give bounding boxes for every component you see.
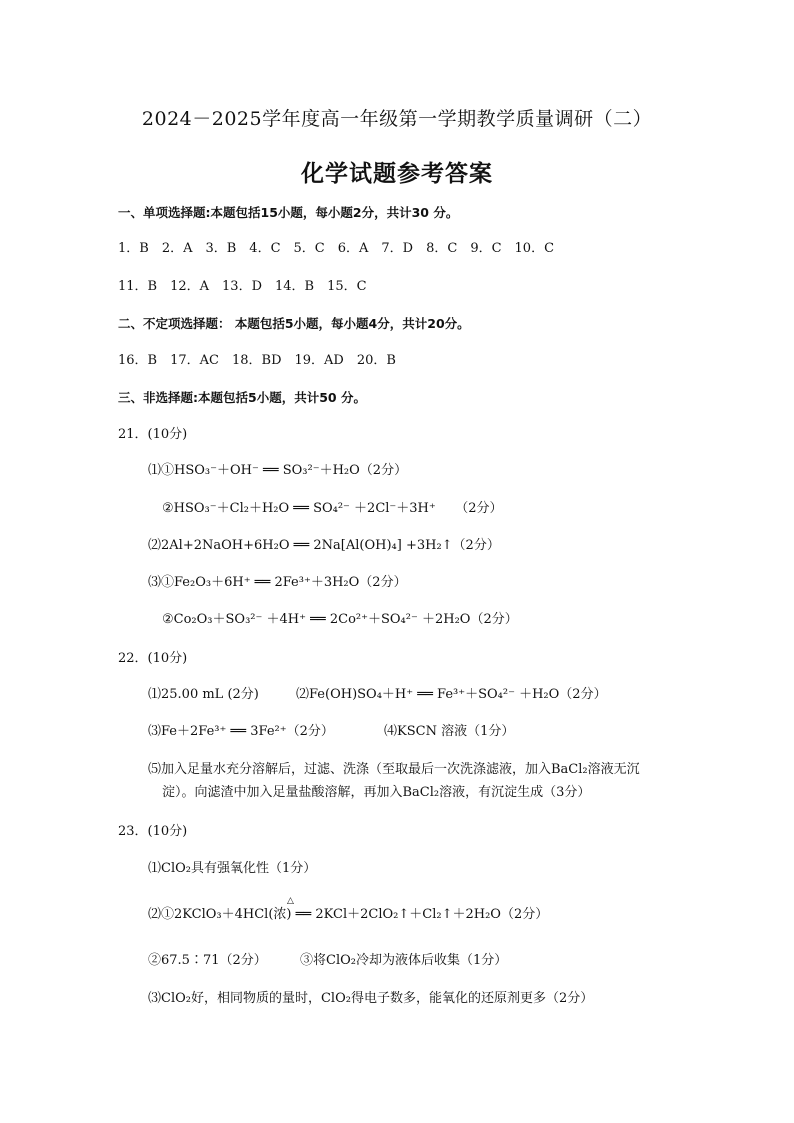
q23-answer-2-1: ⑵①2KClO₃＋4HCl(浓) ══ 2KCl＋2ClO₂↑＋Cl₂↑＋2H₂O（2分） <box>148 907 549 922</box>
section1-answers-row2: 11．B 12．A 13．D 14．B 15．C <box>118 279 367 294</box>
q22-answer-3: ⑶Fe＋2Fe³⁺ ══ 3Fe²⁺（2分） <box>148 724 334 739</box>
q22-answer-2: ⑵Fe(OH)SO₄＋H⁺ ══ Fe³⁺＋SO₄²⁻ ＋H₂O（2分） <box>296 687 607 702</box>
exam-title: 2024－2025学年度高一年级第一学期教学质量调研（二） <box>141 108 653 130</box>
section2-heading: 二、不定项选择题： 本题包括5小题，每小题4分，共计20分。 <box>118 316 470 331</box>
section3-heading: 三、非选择题:本题包括5小题，共计50 分。 <box>118 390 366 405</box>
answer-key-title: 化学试题参考答案 <box>301 160 493 187</box>
section1-heading: 一、单项选择题:本题包括15小题，每小题2分，共计30 分。 <box>118 205 459 220</box>
q23-answer-1: ⑴ClO₂具有强氧化性（1分） <box>148 861 317 876</box>
q21-answer-1-2: ②HSO₃⁻＋Cl₂＋H₂O ══ SO₄²⁻ ＋2Cl⁻＋3H⁺ （2分） <box>162 501 503 516</box>
q22-answer-5-line1: ⑸加入足量水充分溶解后，过滤、洗涤（至取最后一次洗涤滤液，加入BaCl₂溶液无沉 <box>148 762 640 777</box>
section2-answers-row1: 16．B 17．AC 18．BD 19．AD 20．B <box>118 353 396 368</box>
q21-answer-2: ⑵2Al+2NaOH+6H₂O ══ 2Na[Al(OH)₄] +3H₂↑（2分） <box>148 538 500 553</box>
heating-condition-mark: △ <box>287 896 294 906</box>
q21-answer-3-2: ②Co₂O₃＋SO₃²⁻ ＋4H⁺ ══ 2Co²⁺＋SO₄²⁻ ＋2H₂O（2分） <box>162 612 518 627</box>
q23-answer-2-2: ②67.5∶71（2分） <box>148 953 267 968</box>
q23-answer-3: ⑶ClO₂好，相同物质的量时，ClO₂得电子数多，能氧化的还原剂更多（2分） <box>148 991 594 1006</box>
q22-answer-4: ⑷KSCN 溶液（1分） <box>384 724 515 739</box>
section1-answers-row1: 1．B 2．A 3．B 4．C 5．C 6．A 7．D 8．C 9．C 10．C <box>118 241 555 256</box>
q22-answer-5-line2: 淀）。向滤渣中加入足量盐酸溶解，再加入BaCl₂溶液，有沉淀生成（3分） <box>162 785 591 800</box>
q21-answer-1-1: ⑴①HSO₃⁻＋OH⁻ ══ SO₃²⁻＋H₂O（2分） <box>148 463 408 478</box>
q23-answer-2-3: ③将ClO₂冷却为液体后收集（1分） <box>300 953 508 968</box>
q22-label: 22．(10分) <box>118 651 188 666</box>
q21-answer-3-1: ⑶①Fe₂O₃＋6H⁺ ══ 2Fe³⁺＋3H₂O（2分） <box>148 575 407 590</box>
q22-answer-1: ⑴25.00 mL (2分) <box>148 687 259 702</box>
q23-label: 23．(10分) <box>118 824 188 839</box>
q21-label: 21．(10分) <box>118 427 188 442</box>
